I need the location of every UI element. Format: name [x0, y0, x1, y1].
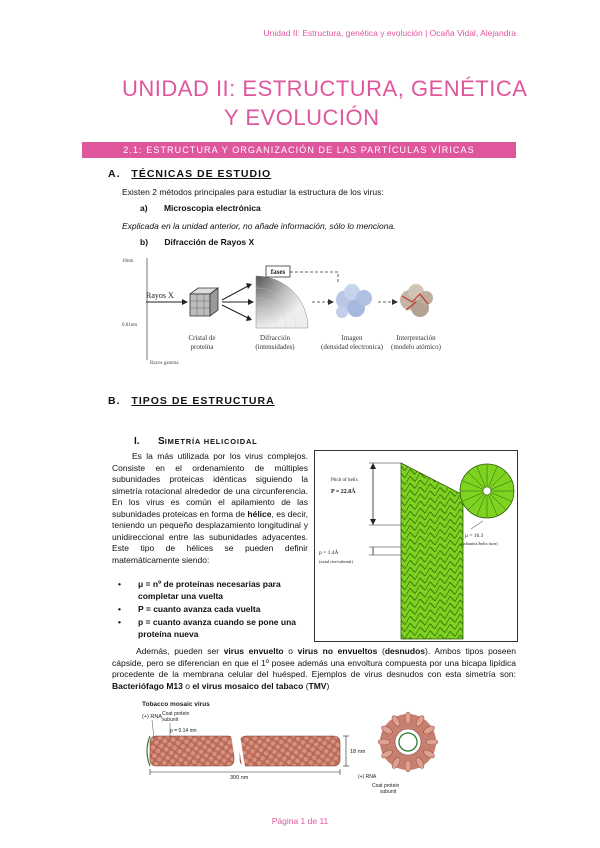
method-a-label: Microscopia electrónica	[163, 203, 261, 213]
tmv-rod-right	[240, 736, 340, 766]
para2-t5: o	[182, 680, 193, 691]
para2-b6: TMV	[308, 680, 327, 691]
tmv-coat2-label-2: subunit	[380, 789, 397, 795]
helix-body	[401, 463, 463, 639]
section-b-title: TIPOS DE ESTRUCTURA	[131, 395, 275, 407]
xray-diffraction-figure	[120, 252, 460, 370]
helical-bold: hélice	[247, 508, 272, 519]
method-a-note: Explicada en la unidad anterior, no añade información, sólo lo menciona.	[122, 221, 396, 231]
phases-label: fases	[270, 268, 286, 276]
scale-bottom-label: 0.01nm	[122, 323, 138, 328]
para2-b5: el virus mosaico del tabaco	[192, 680, 304, 691]
section-b-heading	[108, 395, 275, 407]
section-a-title: TÉCNICAS DE ESTUDIO	[131, 168, 272, 180]
method-a	[140, 203, 261, 215]
section-a-letter: A.	[108, 168, 121, 180]
method-b-label: Difracción de Rayos X	[164, 237, 255, 247]
para2-b3: desnudos	[384, 646, 425, 656]
diffraction-label-1: Difracción	[260, 334, 290, 342]
gamma-label: Rayos gamma	[150, 361, 179, 366]
para2-t1: Además, pueden ser	[136, 646, 224, 656]
unit-title	[122, 74, 527, 132]
helix-top-view	[460, 464, 514, 518]
page-footer: Página 1 de 11	[271, 816, 329, 826]
helical-text-1: Es la más utilizada por los virus complejos. Consiste en el ordenamiento de múltiples subunidades proteicas idénticas siguiendo la simetría rotacional alrededor de una circunferencia. En los virus es común el apilamiento de las subunidades proteicas en forma de	[112, 451, 308, 519]
subsection-rest: IMETRÍA HELICOIDAL	[164, 437, 258, 446]
rise-label-2: (axial rise/subunit)	[319, 559, 353, 564]
para2-t6: (	[303, 680, 309, 691]
rise-label-1: p = 1.4Å	[319, 550, 339, 556]
para2-t2: o	[283, 646, 298, 656]
diffraction-label-2: (intensidades)	[255, 343, 295, 351]
unit-title-line-1: UNIDAD II: ESTRUCTURA, GENÉTICA	[122, 76, 528, 101]
tmv-length-label: 300 nm	[230, 775, 249, 781]
para2-t4: ). Ambos tipos poseen cápside, pero se diferencian en que el 1º posee además una envoltura compuesta por una bicapa lipídica procedente de la membrana celular del huésped. Ejemplos de virus desnudos con esta simetría son:	[112, 646, 516, 679]
subsection-heading	[134, 431, 258, 449]
intro-text: Existen 2 métodos principales para estudiar la estructura de los virus:	[122, 187, 384, 197]
helical-text-2: , es decir, teniendo un pequeño desplazamiento longitudinal y unidireccional entre las subunidades adyacentes. Este tipo de hélices se pueden definir matemáticamente siendo:	[112, 508, 308, 565]
mu-label-1: μ = 16.3	[465, 533, 484, 539]
bullet-mu: • μ = nº de proteínas necesarias para completar una vuelta	[116, 578, 308, 602]
tmv-width-label: 18 nm	[350, 749, 366, 755]
para2-b2: virus no envueltos	[297, 646, 378, 656]
tmv-coat2-label-1: Coat protein	[372, 783, 400, 789]
pitch-label-2: P = 22.8Å	[331, 489, 356, 495]
para2-t7: )	[326, 680, 330, 691]
rays-label: Rayos X	[146, 291, 174, 300]
section-banner: 2.1: ESTRUCTURA Y ORGANIZACIÓN DE LAS PARTÍCULAS VÍRICAS	[82, 142, 516, 158]
tmv-rna-label-2: (+) RNA	[358, 774, 377, 780]
section-a-heading	[108, 168, 271, 180]
mu-label-2: (subunits/helix turn)	[461, 541, 498, 546]
page-header: Unidad II: Estructura, genética y evolución | Ocaña Vidal, Alejandra	[263, 28, 516, 38]
unit-title-line-2: Y EVOLUCIÓN	[224, 105, 380, 130]
tmv-cross-section	[378, 712, 438, 772]
tmv-title: Tobacco mosaic virus	[142, 701, 210, 708]
crystal-label-2: proteína	[190, 343, 214, 351]
helix-figure	[314, 450, 518, 642]
tmv-figure	[140, 698, 460, 798]
bullet-rise: • p = cuanto avanza cuando se pone una proteína nueva	[116, 616, 308, 640]
model-label-1: Interpretación	[396, 334, 436, 342]
tmv-pitch-label: p = 0.14 nm	[170, 728, 197, 734]
pitch-label-1: Pitch of helix	[331, 478, 358, 483]
helical-paragraph	[112, 451, 308, 566]
scale-top-label: 10nm	[122, 259, 134, 264]
tmv-rna-label: (+) RNA	[142, 714, 163, 720]
section-b-letter: B.	[108, 395, 121, 407]
crystal-label-1: Cristal de	[188, 334, 216, 342]
crystal-cube	[190, 288, 218, 316]
bullet-pitch: • P = cuanto avanza cada vuelta	[116, 603, 308, 615]
envelope-paragraph	[112, 646, 516, 692]
model-label-2: (modelo atómico)	[391, 343, 441, 351]
atomic-model-image	[400, 284, 433, 317]
helix-parameters-list	[116, 578, 308, 641]
image-label-2: (densidad electronica)	[321, 343, 383, 351]
method-b-letter: b)	[140, 237, 149, 247]
electron-density-image	[336, 284, 372, 318]
method-b	[140, 237, 254, 249]
method-a-letter: a)	[140, 203, 148, 213]
para2-b4: Bacteriófago M13	[112, 680, 183, 691]
tmv-coat-label-1: Coat protein	[162, 711, 190, 717]
para2-t3: (	[377, 646, 385, 656]
diffraction-pattern	[256, 276, 308, 328]
subsection-cap: S	[158, 436, 165, 447]
subsection-numeral: I.	[134, 436, 140, 447]
image-label-1: Imagen	[341, 334, 363, 342]
tmv-rod-left	[150, 736, 234, 766]
para2-b1: virus envuelto	[223, 646, 284, 656]
tmv-coat-label-2: subunit	[162, 717, 179, 723]
